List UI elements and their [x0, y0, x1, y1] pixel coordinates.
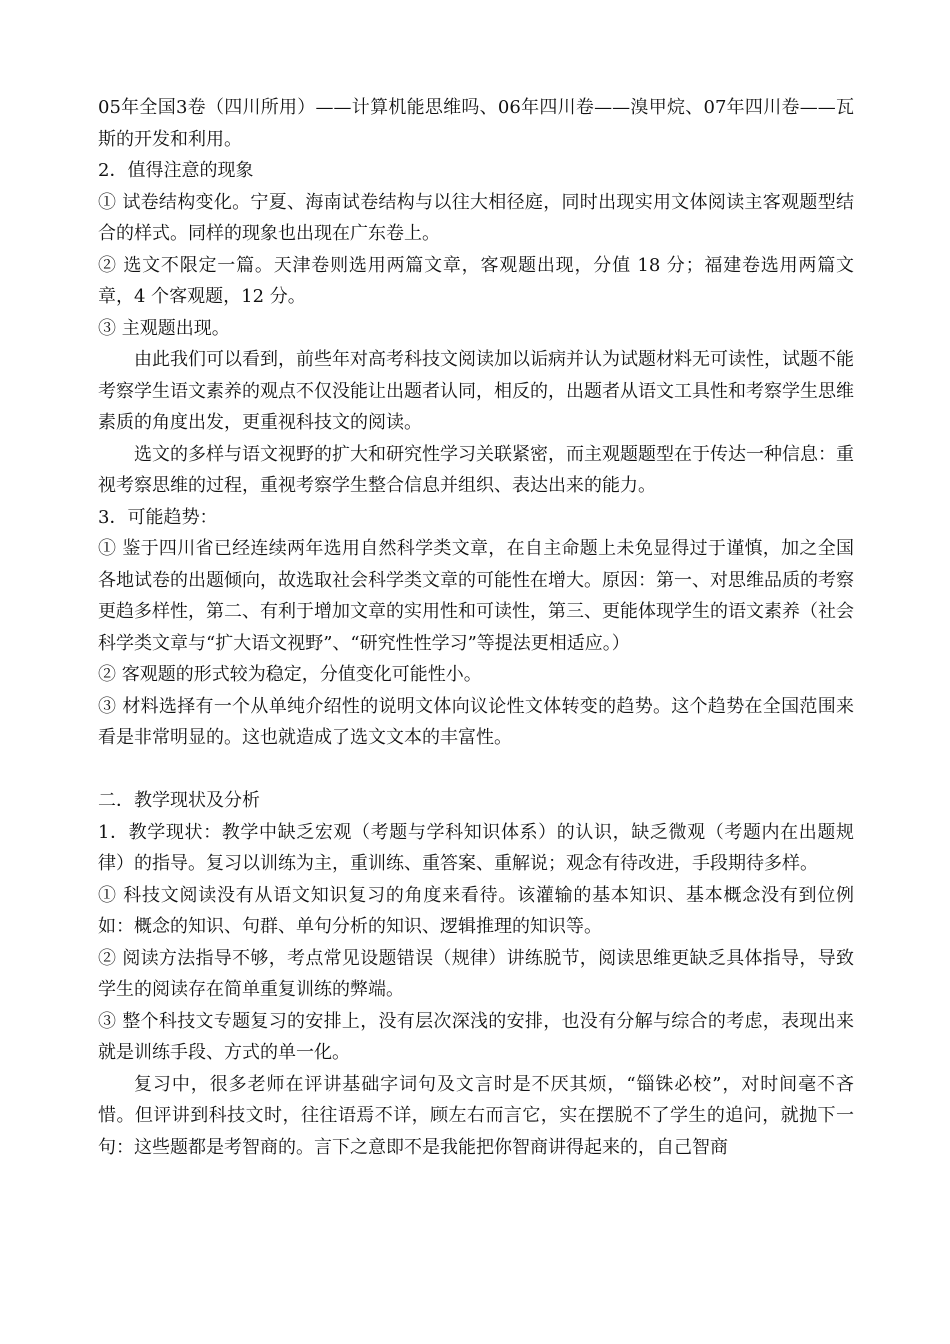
- section-heading-teaching-status: 二．教学现状及分析: [98, 790, 260, 811]
- heading-possible-trends: 3．可能趋势：: [98, 506, 218, 528]
- blank-line: [98, 754, 854, 786]
- list-item-structure-change: ① 试卷结构变化。宁夏、海南试卷结构与以往大相径庭，同时出现实用文体阅读主客观题型结合的样式。同样的现象也出现在广东卷上。: [98, 191, 854, 244]
- list-item-knowledge-gap: ① 科技文阅读没有从语文知识复习的角度来看待。该灌输的基本知识、基本概念没有到位例如：概念的知识、句群、单句分析的知识、逻辑推理的知识等。: [98, 884, 854, 937]
- paragraph-exam-history: 05年全国3卷（四川所用）——计算机能思维吗、06年四川卷——溴甲烷、07年四川卷——瓦斯的开发和利用。: [98, 97, 854, 150]
- paragraph-passage-diversity: 选文的多样与语文视野的扩大和研究性学习关联紧密，而主观题题型在于传达一种信息：重视考察思维的过程，重视考察学生整合信息并组织、表达出来的能力。: [98, 443, 854, 496]
- list-item-objective-stable: ② 客观题的形式较为稳定，分值变化可能性小。: [98, 664, 482, 685]
- list-item-review-arrangement: ③ 整个科技文专题复习的安排上，没有层次深浅的安排，也没有分解与综合的考虑，表现出来就是训练手段、方式的单一化。: [98, 1010, 854, 1063]
- paragraph-teaching-status: 1．教学现状：教学中缺乏宏观（考题与学科知识体系）的认识，缺乏微观（考题内在出题规律）的指导。复习以训练为主，重训练、重答案、重解说；观念有待改进，手段期待多样。: [98, 821, 854, 874]
- document-body: [98, 92, 854, 1163]
- list-item-subjective-questions: ③ 主观题出现。: [98, 317, 230, 339]
- paragraph-conclusion: 由此我们可以看到，前些年对高考科技文阅读加以诟病并认为试题材料无可读性，试题不能考察学生语文素养的观点不仅没能让出题者认同，相反的，出题者从语文工具性和考察学生思维素质的角度出发，更重视科技文的阅读。: [98, 349, 854, 433]
- list-item-material-shift: ③ 材料选择有一个从单纯介绍性的说明文体向议论性文体转变的趋势。这个趋势在全国范围来看是非常明显的。这也就造成了选文文本的丰富性。: [98, 695, 854, 748]
- list-item-method-guidance: ② 阅读方法指导不够，考点常见设题错误（规律）讲练脱节，阅读思维更缺乏具体指导，导致学生的阅读存在简单重复训练的弊端。: [98, 947, 854, 1000]
- list-item-multiple-passages: ② 选文不限定一篇。天津卷则选用两篇文章，客观题出现，分值 18 分；福建卷选用两篇文章，4 个客观题，12 分。: [98, 254, 854, 307]
- list-item-social-science-trend: ① 鉴于四川省已经连续两年选用自然科学类文章，在自主命题上未免显得过于谨慎，加之全国各地试卷的出题倾向，故选取社会科学类文章的可能性在增大。原因：第一、对思维品质的考察更趋多样性，第二、有利于增加文章的实用性和可读性，第三、更能体现学生的语文素养（社会科学类文章与“扩大语文视野”、“研究性性学习”等提法更相适应。）: [98, 538, 854, 654]
- heading-notable-phenomena: 2．值得注意的现象: [98, 160, 254, 181]
- paragraph-review-practice: 复习中，很多老师在评讲基础字词句及文言时是不厌其烦，“锱铢必校”，对时间毫不吝惜。但评讲到科技文时，往往语焉不详，顾左右而言它，实在摆脱不了学生的追问，就抛下一句：这些题都是考智商的。言下之意即不是我能把你智商讲得起来的，自己智商: [98, 1073, 854, 1158]
